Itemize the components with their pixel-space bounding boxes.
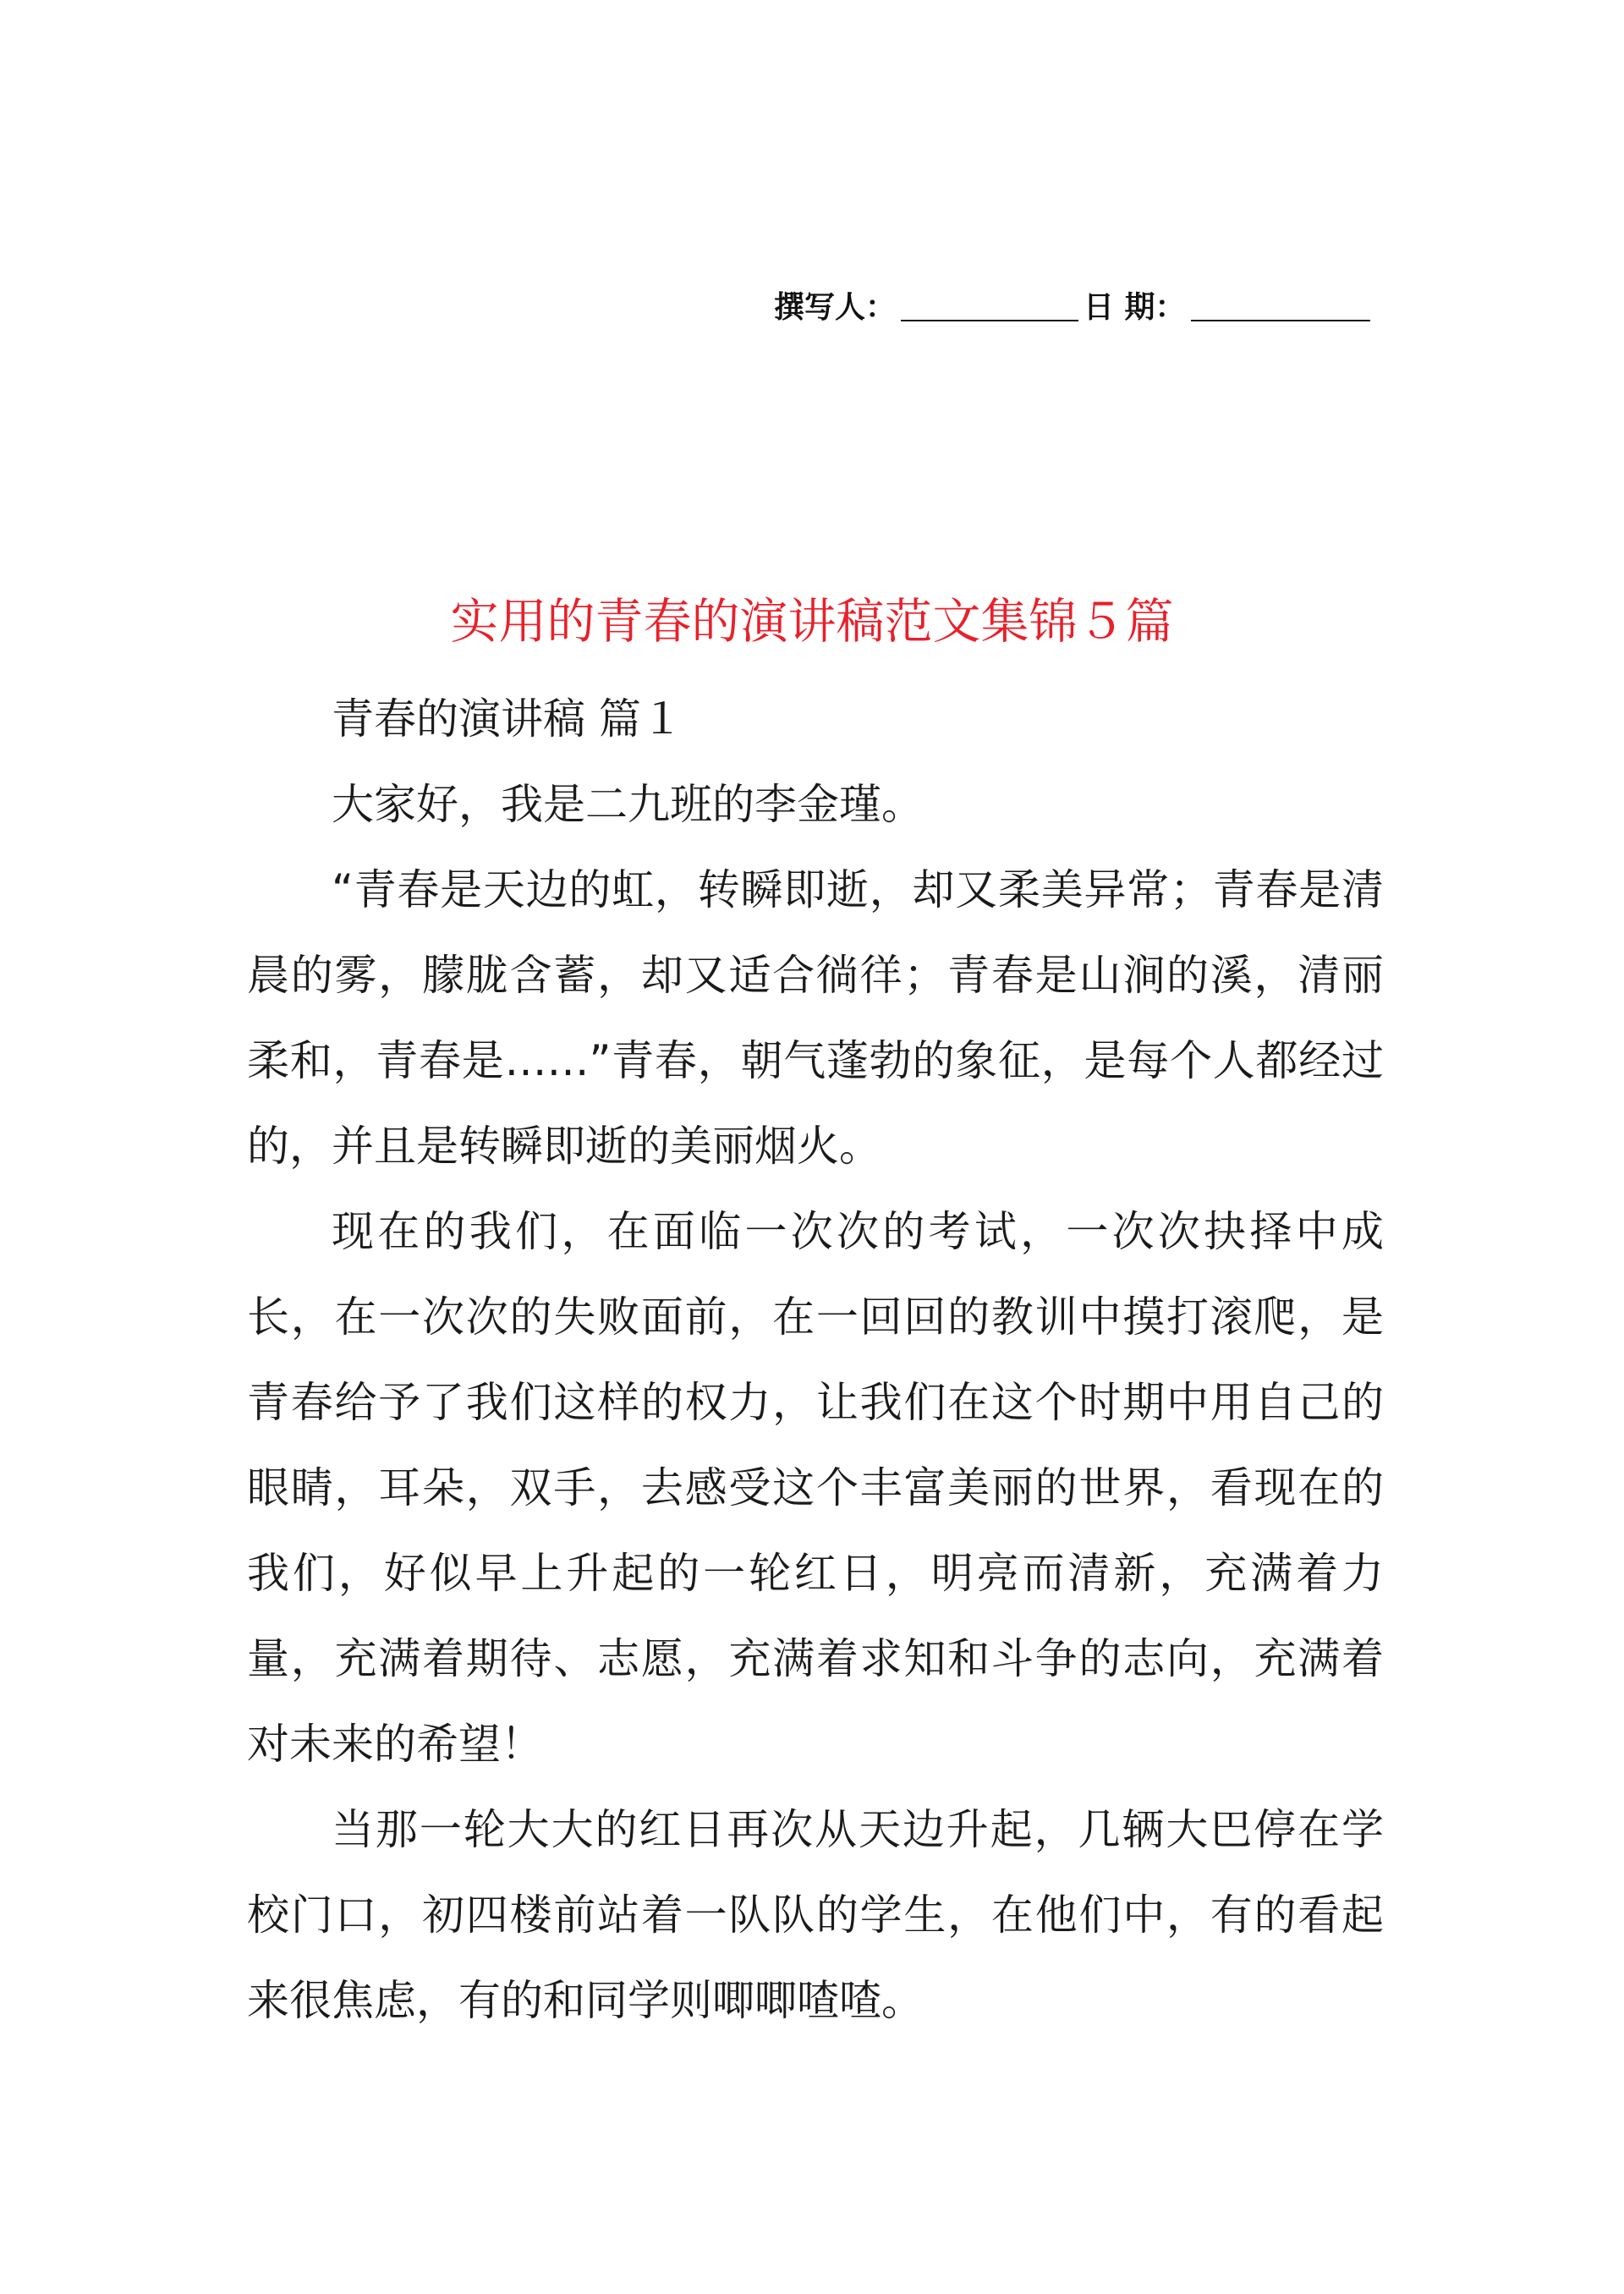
author-label: 撰写人： xyxy=(774,290,897,325)
section-subtitle: 青春的演讲稿 篇１ xyxy=(332,694,683,744)
paragraph-youth-metaphor: “青春是天边的虹，转瞬即逝，却又柔美异常；青春是清晨的雾，朦胧含蓄，却又适合徜徉；青春是山涧的溪，清丽柔和，青春是……”青春，朝气蓬勃的象征，是每个人都经过的，并且是转瞬即逝的美丽烟火。 xyxy=(247,865,1384,1171)
author-date-header xyxy=(774,286,1383,327)
paragraph-growing-up: 现在的我们，在面临一次次的考试，一次次抉择中成长，在一次次的失败面前，在一回回的教训中摸打滚爬，是青春给予了我们这样的权力，让我们在这个时期中用自己的眼睛，耳朵，双手，去感受这个丰富美丽的世界，看现在的我们，好似早上升起的一轮红日，明亮而清新，充满着力量，充满着期待、志愿，充满着求知和斗争的志向，充满着对未来的希望！ xyxy=(247,1207,1384,1769)
document-title: 实用的青春的演讲稿范文集锦５篇 xyxy=(450,594,1174,650)
date-blank-field[interactable] xyxy=(1191,289,1370,321)
paragraph-greeting: 大家好，我是二九班的李金瑾。 xyxy=(332,780,924,829)
date-label: 日 期： xyxy=(1084,290,1186,325)
document-body xyxy=(247,677,1384,2044)
author-blank-field[interactable] xyxy=(901,289,1078,321)
paragraph-exam-morning: 当那一轮大大的红日再次从天边升起，几辆大巴停在学校门口，初四楼前站着一队队的学生，在他们中，有的看起来很焦虑，有的和同学则唧唧喳喳。 xyxy=(247,1805,1384,2025)
